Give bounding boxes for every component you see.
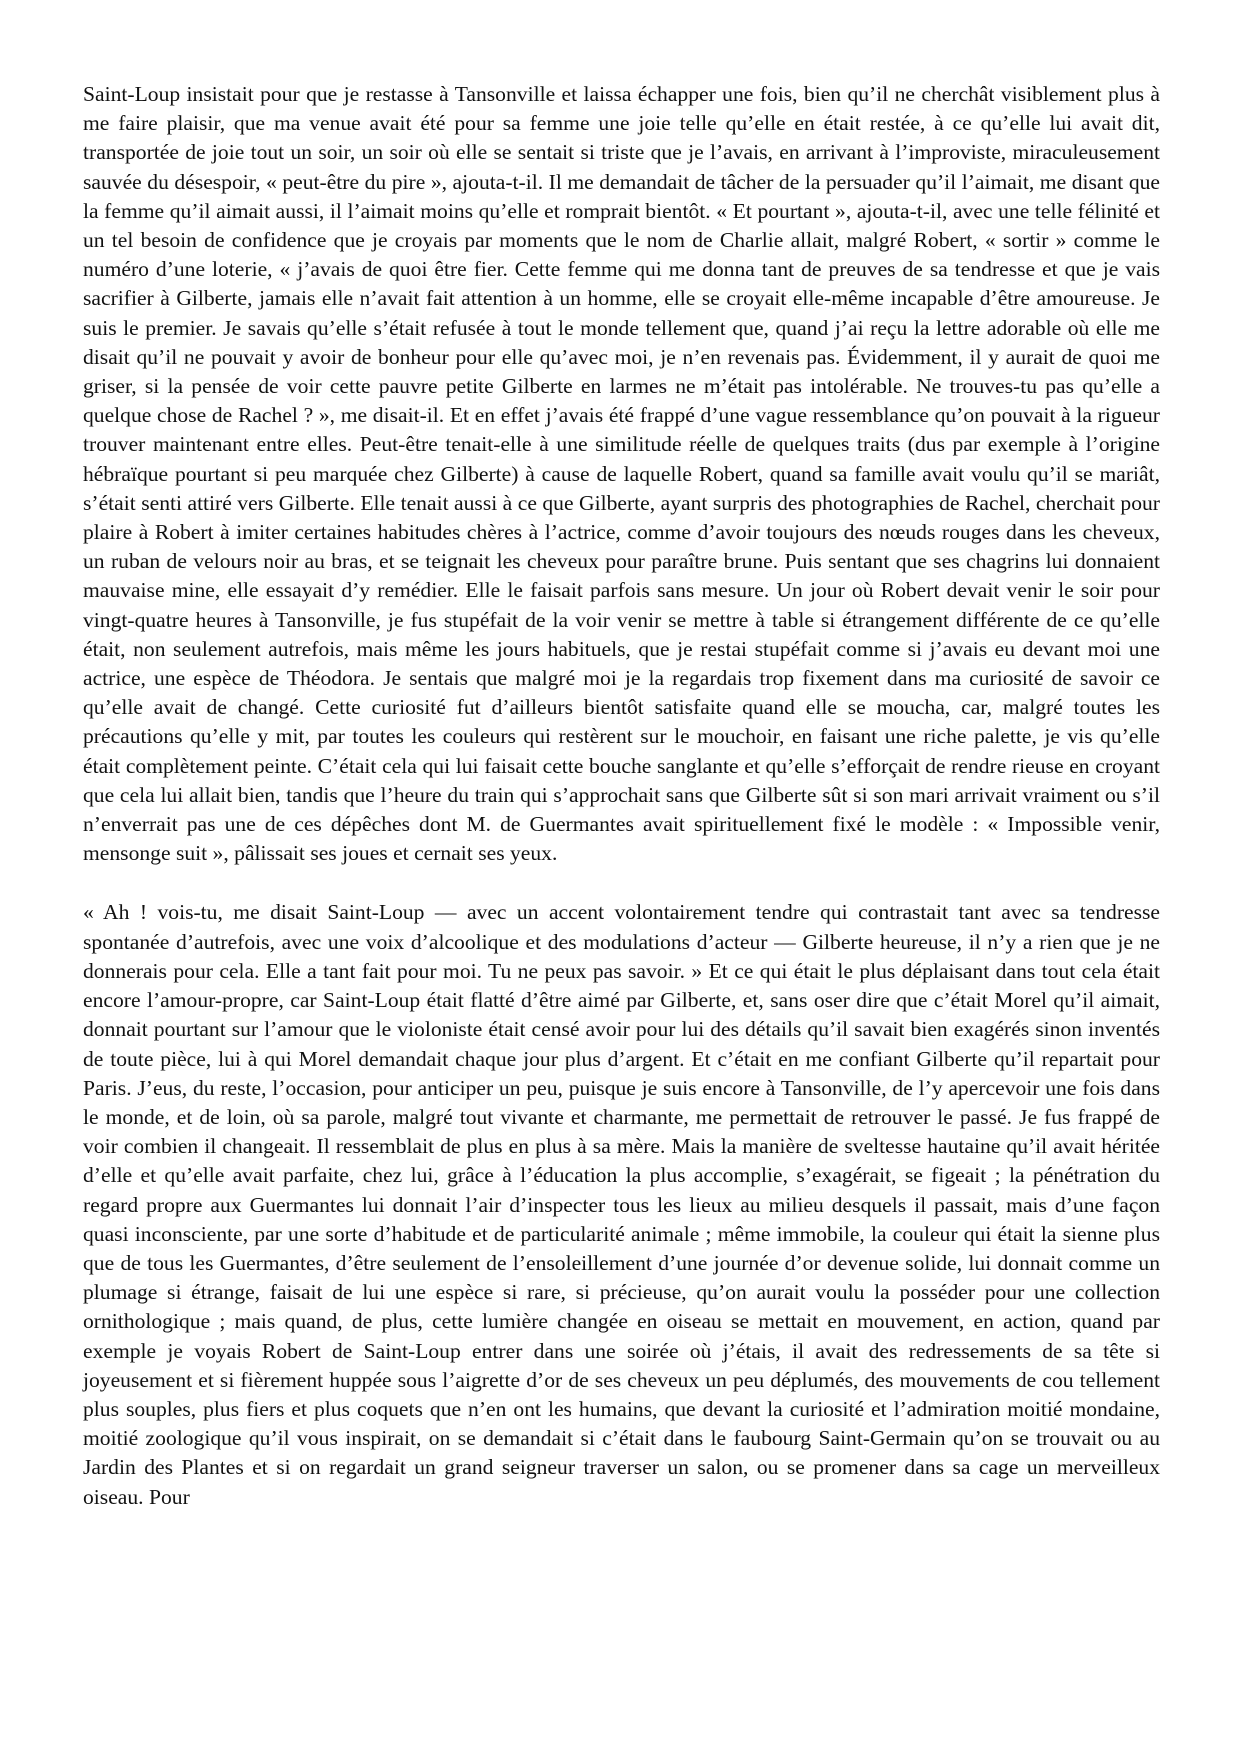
- paragraph-1: Saint-Loup insistait pour que je restasse à Tansonville et laissa échapper une fois, bien qu’il ne cherchât visiblement plus à me faire plaisir, que ma venue avait été pour sa femme une joie telle qu’elle en était restée, à ce qu’elle lui avait dit, transportée de joie tout un soir, un soir où elle se sentait si triste que je l’avais, en arrivant à l’improviste, miraculeusement sauvée du désespoir, « peut-être du pire », ajouta-t-il. Il me demandait de tâcher de la persuader qu’il l’aimait, me disant que la femme qu’il aimait aussi, il l’aimait moins qu’elle et romprait bientôt. « Et pourtant », ajouta-t-il, avec une telle félinité et un tel besoin de confidence que je croyais par moments que le nom de Charlie allait, malgré Robert, « sortir » comme le numéro d’une loterie, « j’avais de quoi être fier. Cette femme qui me donna tant de preuves de sa tendresse et que je vais sacrifier à Gilberte, jamais elle n’avait fait attention à un homme, elle se croyait elle-même incapable d’être amoureuse. Je suis le premier. Je savais qu’elle s’était refusée à tout le monde tellement que, quand j’ai reçu la lettre adorable où elle me disait qu’il ne pouvait y avoir de bonheur pour elle qu’avec moi, je n’en revenais pas. Évidemment, il y aurait de quoi me griser, si la pensée de voir cette pauvre petite Gilberte en larmes ne m’était pas intolérable. Ne trouves-tu pas qu’elle a quelque chose de Rachel ? », me disait-il. Et en effet j’avais été frappé d’une vague ressemblance qu’on pouvait à la rigueur trouver maintenant entre elles. Peut-être tenait-elle à une similitude réelle de quelques traits (dus par exemple à l’origine hébraïque pourtant si peu marquée chez Gilberte) à cause de laquelle Robert, quand sa famille avait voulu qu’il se mariât, s’était senti attiré vers Gilberte. Elle tenait aussi à ce que Gilberte, ayant surpris des photographies de Rachel, cherchait pour plaire à Robert à imiter certaines habitudes chères à l’actrice, comme d’avoir toujours des nœuds rouges dans les cheveux, un ruban de velours noir au bras, et se teignait les cheveux pour paraître brune. Puis sentant que ses chagrins lui donnaient mauvaise mine, elle essayait d’y remédier. Elle le faisait parfois sans mesure. Un jour où Robert devait venir le soir pour vingt-quatre heures à Tansonville, je fus stupéfait de la voir venir se mettre à table si étrangement différente de ce qu’elle était, non seulement autrefois, mais même les jours habituels, que je restai stupéfait comme si j’avais eu devant moi une actrice, une espèce de Théodora. Je sentais que malgré moi je la regardais trop fixement dans ma curiosité de savoir ce qu’elle avait de changé. Cette curiosité fut d’ailleurs bientôt satisfaite quand elle se moucha, car, malgré toutes les précautions qu’elle y mit, par toutes les couleurs qui restèrent sur le mouchoir, en faisant une riche palette, je vis qu’elle était complètement peinte. C’était cela qui lui faisait cette bouche sanglante et qu’elle s’efforçait de rendre rieuse en croyant que cela lui allait bien, tandis que l’heure du train qui s’approchait sans que Gilberte sût si son mari arrivait vraiment ou s’il n’enverrait pas une de ces dépêches dont M. de Guermantes avait spirituellement fixé le modèle : « Impossible venir, mensonge suit », pâlissait ses joues et cernait ses yeux.: [83, 82, 1160, 866]
- paragraph-2: « Ah ! vois-tu, me disait Saint-Loup — avec un accent volontairement tendre qui contrastait tant avec sa tendresse spontanée d’autrefois, avec une voix d’alcoolique et des modulations d’acteur — Gilberte heureuse, il n’y a rien que je ne donnerais pour cela. Elle a tant fait pour moi. Tu ne peux pas savoir. » Et ce qui était le plus déplaisant dans tout cela était encore l’amour-propre, car Saint-Loup était flatté d’être aimé par Gilberte, et, sans oser dire que c’était Morel qu’il aimait, donnait pourtant sur l’amour que le violoniste était censé avoir pour lui des détails qu’il savait bien exagérés sinon inventés de toute pièce, lui à qui Morel demandait chaque jour plus d’argent. Et c’était en me confiant Gilberte qu’il repartait pour Paris. J’eus, du reste, l’occasion, pour anticiper un peu, puisque je suis encore à Tansonville, de l’y apercevoir une fois dans le monde, et de loin, où sa parole, malgré tout vivante et charmante, me permettait de retrouver le passé. Je fus frappé de voir combien il changeait. Il ressemblait de plus en plus à sa mère. Mais la manière de sveltesse hautaine qu’il avait héritée d’elle et qu’elle avait parfaite, chez lui, grâce à l’éducation la plus accomplie, s’exagérait, se figeait ; la pénétration du regard propre aux Guermantes lui donnait l’air d’inspecter tous les lieux au milieu desquels il passait, mais d’une façon quasi inconsciente, par une sorte d’habitude et de particularité animale ; même immobile, la couleur qui était la sienne plus que de tous les Guermantes, d’être seulement de l’ensoleillement d’une journée d’or devenue solide, lui donnait comme un plumage si étrange, faisait de lui une espèce si rare, si précieuse, qu’on aurait voulu la posséder pour une collection ornithologique ; mais quand, de plus, cette lumière changée en oiseau se mettait en mouvement, en action, quand par exemple je voyais Robert de Saint-Loup entrer dans une soirée où j’étais, il avait des redressements de sa tête si joyeusement et si fièrement huppée sous l’aigrette d’or de ses cheveux un peu déplumés, des mouvements de cou tellement plus souples, plus fiers et plus coquets que n’en ont les humains, que devant la curiosité et l’admiration moitié mondaine, moitié zoologique qu’il vous inspirait, on se demandait si c’était dans le faubourg Saint-Germain qu’on se trouvait ou au Jardin des Plantes et si on regardait un grand seigneur traverser un salon, ou se promener dans sa cage un merveilleux oiseau. Pour: [83, 900, 1160, 1509]
- document-page: [83, 80, 1160, 1542]
